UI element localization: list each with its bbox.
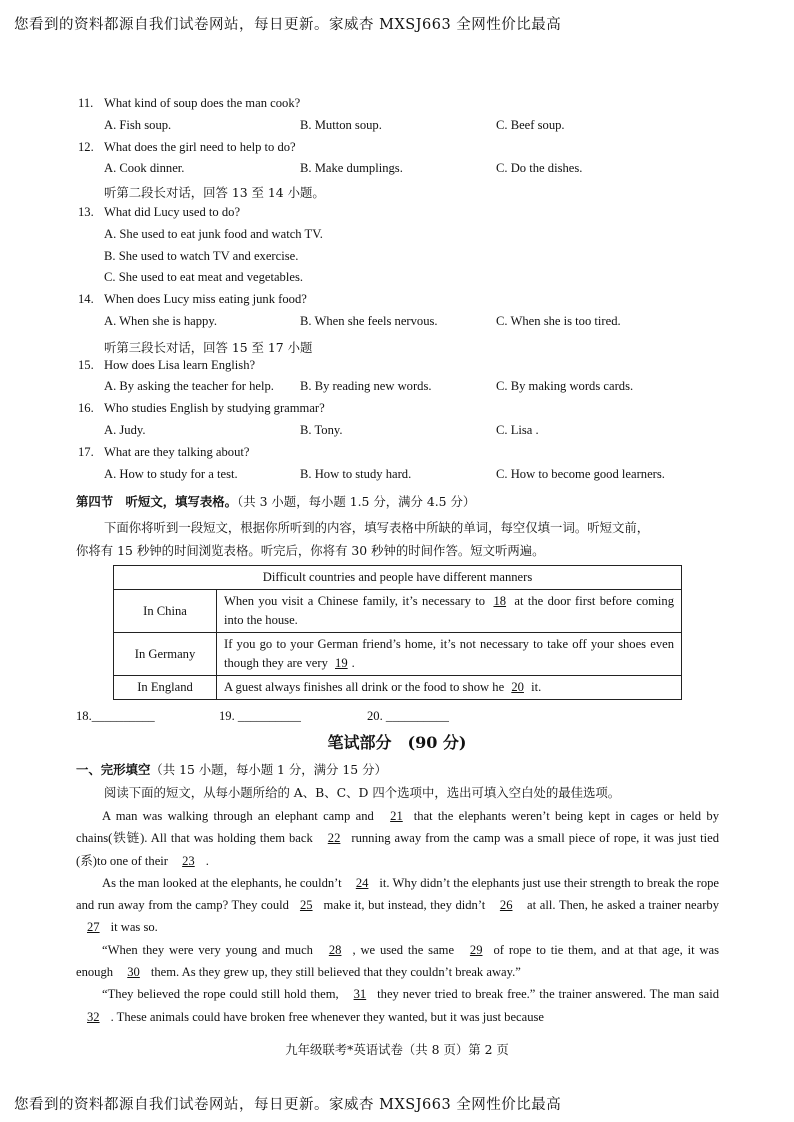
table-header-row (114, 566, 682, 590)
question-13 (78, 205, 240, 220)
question-17 (78, 445, 249, 460)
cloze-note: （共 15 小题，每小题 1 分，满分 15 分） (150, 762, 387, 777)
section4-line1: 下面你将听到一段短文，根据你所听到的内容，填写表格中所缺的单词，每空仅填一词。听短文前， (104, 520, 650, 535)
section4-title: 第四节 听短文，填写表格。 (76, 494, 238, 509)
option-c: C. How to become good learners. (496, 466, 665, 481)
option-c: C. When she is too tired. (496, 314, 621, 328)
country-cell: In Germany (114, 633, 217, 676)
cloze-text: A man was walking through an elephant camp and (102, 809, 380, 823)
manner-cell (217, 676, 682, 700)
cloze-blank: 24 (355, 875, 369, 890)
table-row (114, 676, 682, 700)
cloze-blank: 25 (299, 898, 313, 913)
blank-20: 20 (511, 680, 524, 694)
question-text: What did Lucy used to do? (104, 205, 241, 219)
cloze-text: of rope to tie them, and at that age, it was enough (76, 942, 720, 980)
country-cell: In China (114, 590, 217, 633)
cloze-paragraph (76, 872, 719, 939)
bottom-banner: 您看到的资料都源自我们试卷网站，每日更新。家威杏 MXSJ663 全网性价比最高 (14, 1097, 562, 1113)
question-text: How does Lisa learn English? (104, 357, 256, 372)
cloze-blank: 31 (353, 987, 367, 1002)
question-number: 12. (78, 139, 94, 154)
cloze-text: As the man looked at the elephants, he couldn’t (102, 875, 345, 890)
question-text: What are they talking about? (104, 444, 250, 459)
manner-text: A guest always finishes all drink or the food to show he (224, 680, 508, 694)
section4-note: （共 3 小题，每小题 1.5 分，满分 4.5 分） (237, 494, 476, 509)
written-part-title: 笔试部分 (90 分) (327, 733, 467, 752)
question-number: 15. (78, 357, 94, 372)
option-c: C. Beef soup. (496, 117, 565, 132)
cloze-text: at all. Then, he asked a trainer nearby (523, 898, 720, 913)
cloze-paragraph (76, 983, 719, 1028)
cloze-text: “When they were very young and much (102, 942, 318, 957)
option-a: A. Fish soup. (104, 117, 172, 132)
option-b: B. By reading new words. (300, 379, 432, 394)
question-16 (78, 401, 325, 416)
cloze-heading (76, 760, 387, 778)
instruction-part3: 听第三段长对话，回答 15 至 17 小题 (104, 340, 313, 355)
cloze-blank: 22 (327, 831, 341, 846)
question-number: 14. (78, 292, 94, 307)
question-number: 13. (78, 205, 94, 219)
question-number: 17. (78, 444, 94, 459)
table-row (114, 590, 682, 633)
cloze-text: they never tried to break free.” the trainer answered. The man said (377, 987, 719, 1002)
section4-line2: 你将有 15 秒钟的时间浏览表格。听完后，你将有 30 秒钟的时间作答。短文听两遍。 (76, 543, 545, 558)
cloze-text: “They believed the rope could still hold them, (102, 987, 343, 1002)
cloze-blank: 29 (469, 942, 483, 957)
question-11 (78, 96, 300, 111)
cloze-paragraph (76, 805, 719, 872)
option-a: A. By asking the teacher for help. (104, 379, 274, 394)
cloze-text: , we used the same (352, 942, 459, 957)
cloze-text: make it, but instead, they didn’t (323, 898, 489, 913)
question-number: 11. (78, 96, 94, 110)
question-12 (78, 140, 296, 155)
option-b: B. Tony. (300, 423, 343, 437)
cloze-blank: 32 (87, 1009, 100, 1024)
manner-cell (217, 590, 682, 633)
manner-text: If you go to your German friend’s home, it’s not necessary to take off your shoes even though they are very (224, 637, 674, 670)
question-text: When does Lucy miss eating junk food? (104, 292, 307, 307)
answer-blank-18: 18.__________ (76, 709, 155, 723)
cloze-text: it was so. (110, 920, 158, 935)
option-b: B. Make dumplings. (300, 161, 403, 176)
question-text: Who studies English by studying grammar? (104, 401, 325, 416)
blank-18: 18 (493, 594, 507, 608)
option-c: C. Do the dishes. (496, 161, 583, 176)
page-footer: 九年级联考*英语试卷（共 8 页）第 2 页 (285, 1042, 509, 1057)
cloze-blank: 21 (390, 809, 403, 823)
option-b: B. How to study hard. (300, 466, 412, 481)
cloze-instruction: 阅读下面的短文，从每小题所给的 A、B、C、D 四个选项中，选出可填入空白处的最佳选项。 (104, 785, 621, 800)
manner-text: . (351, 656, 355, 670)
manner-text: at the door first before coming into the house. (224, 594, 675, 627)
manner-text: it. (527, 680, 542, 694)
cloze-title: 一、完形填空 (76, 762, 151, 777)
manner-cell (217, 633, 682, 676)
instruction-part2: 听第二段长对话，回答 13 至 14 小题。 (104, 185, 325, 200)
cloze-blank: 26 (499, 898, 513, 913)
section4-heading (76, 492, 475, 510)
cloze-paragraph (76, 939, 719, 984)
country-cell: In England (114, 676, 217, 700)
answer-blank-19: 19. __________ (219, 709, 301, 723)
cloze-text: . (205, 853, 209, 868)
blank-19: 19 (335, 656, 348, 670)
cloze-text: them. As they grew up, they still believed that they couldn’t break away.” (150, 965, 521, 980)
manners-table (113, 565, 682, 700)
cloze-text: running away from the camp was a small piece of rope, it was just tied (系)to one of their (76, 831, 719, 868)
table-header: Difficult countries and people have different manners (114, 566, 682, 590)
question-number: 16. (78, 401, 94, 416)
question-text: What does the girl need to help to do? (104, 139, 296, 154)
option-c: C. By making words cards. (496, 379, 634, 394)
cloze-text: it. Why didn’t the elephants just use their strength to break the rope and run away from the camp? They could (76, 875, 719, 913)
question-15 (78, 358, 255, 373)
question-text: What kind of soup does the man cook? (104, 96, 301, 110)
option-c: C. Lisa . (496, 423, 539, 437)
cloze-text: . These animals could have broken free whenever they wanted, but it was just because (110, 1009, 544, 1024)
table-row (114, 633, 682, 676)
option-a: A. Judy. (104, 423, 146, 437)
option-b: B. When she feels nervous. (300, 314, 438, 328)
option-c: C. She used to eat meat and vegetables. (104, 270, 303, 285)
option-a: A. How to study for a test. (104, 466, 238, 481)
option-a: A. She used to eat junk food and watch TV. (104, 226, 323, 241)
question-14 (78, 292, 307, 307)
manner-text: When you visit a Chinese family, it’s necessary to (224, 594, 490, 608)
option-a: A. When she is happy. (104, 314, 217, 328)
cloze-blank: 30 (127, 965, 140, 980)
cloze-blank: 27 (87, 920, 100, 935)
cloze-passage (76, 805, 719, 1028)
top-banner: 您看到的资料都源自我们试卷网站，每日更新。家威杏 MXSJ663 全网性价比最高 (14, 17, 562, 33)
option-b: B. Mutton soup. (300, 117, 382, 132)
cloze-text: that the elephants weren’t being kept in cages or held by chains(铁链). All that was holding them back (76, 809, 719, 846)
cloze-blank: 28 (328, 942, 342, 957)
option-a: A. Cook dinner. (104, 161, 185, 176)
cloze-blank: 23 (182, 853, 195, 868)
answer-blank-20: 20. __________ (367, 709, 449, 723)
option-b: B. She used to watch TV and exercise. (104, 248, 299, 263)
